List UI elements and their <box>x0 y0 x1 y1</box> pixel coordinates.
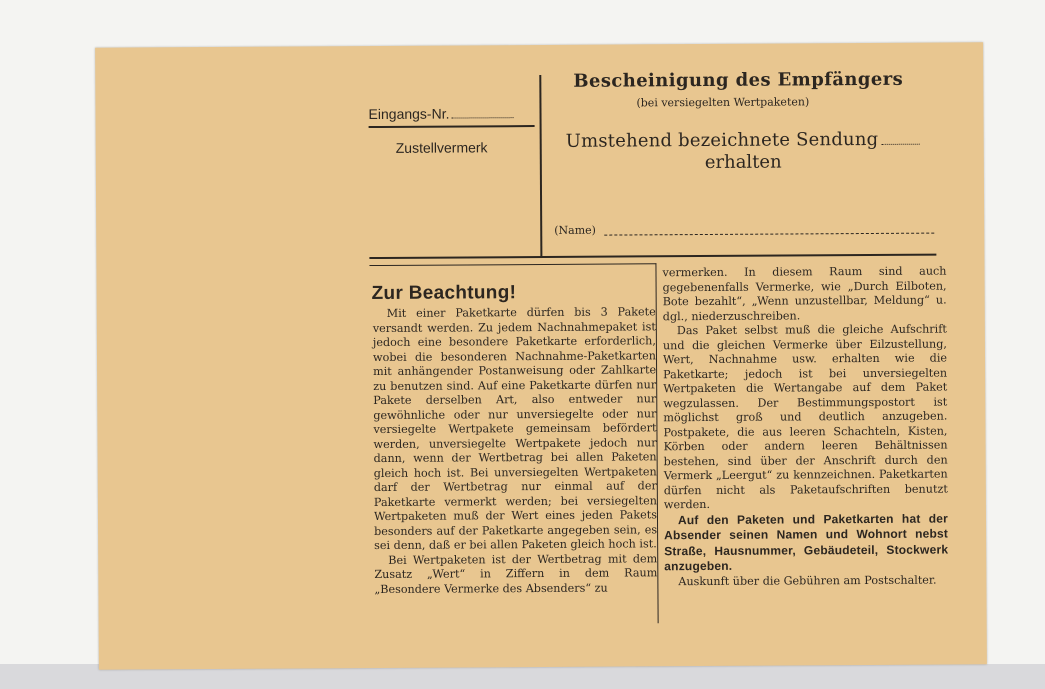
shipment-dotted-line <box>881 144 919 145</box>
parcel-card <box>95 42 987 669</box>
name-signature-line <box>604 233 934 236</box>
notice-paragraph: vermerken. In diesem Raum sind auch gegebenenfalls Vermerke, wie „Durch Eilboten, Bote bezahlt“, „Wenn unzustellbar, Meldung“ u. dgl., niederzuschreiben. <box>662 264 947 323</box>
recipient-certificate-subtitle: (bei versiegelten Wertpaketen) <box>636 95 810 110</box>
notice-heading: Zur Beachtung! <box>371 282 517 305</box>
section-divider-thin <box>369 263 656 266</box>
section-divider-horizontal <box>369 254 936 259</box>
shipment-received-line <box>566 129 920 152</box>
eingang-rule <box>369 125 535 128</box>
eingang-field <box>368 105 513 122</box>
shipment-received-text: Umstehend bezeichnete Sendung <box>565 128 879 152</box>
notice-right-column <box>662 265 948 590</box>
received-text: erhalten <box>704 151 782 173</box>
eingang-label: Eingangs-Nr. <box>368 105 450 123</box>
notice-paragraph: Bei Wertpaketen ist der Wertbetrag mit dem Zusatz „Wert“ in Ziffern in dem Raum „Besondere Vermerke des Absenders“ zu <box>374 551 658 596</box>
name-label: (Name) <box>554 223 596 237</box>
recipient-certificate-title: Bescheinigung des Empfängers <box>573 68 904 92</box>
zustellvermerk-label: Zustellvermerk <box>395 139 488 156</box>
notice-paragraph: Mit einer Paketkarte dürfen bis 3 Pakete versandt werden. Zu jedem Nachnahmepaket ist jedoch eine besondere Paketkarte erforderlich, wobei die besonderen Nachnahme-Paketkarten mit anhängender Postanweisung oder Zahlkarte zu benutzen sind. Auf eine Paketkarte dürfen nur Pakete derselben Art, also entweder nur gewöhnliche oder nur unversiegelte oder nur versiegelte Wertpakete gemeinsam befördert werden, unversiegelte Wertpakete jedoch nur dann, wenn der Wertbetrag bei allen Paketen gleich hoch ist. Bei unversiegelten Wertpaketen darf der Wertbetrag nur einmal auf der Paketkarte vermerkt werden; bei versiegelten Wertpaketen muß der Wert eines jeden Pakets besonders auf der Paketkarte angegeben sein, es sei denn, daß er bei allen Paketen gleich hoch ist. <box>372 305 658 553</box>
eingang-dotted-line <box>451 117 513 118</box>
notice-bold-paragraph: Auf den Paketen und Paketkarten hat der Absender seinen Namen und Wohnort nebst Straße, Hausnummer, Gebäudeteil, Stockwerk anzugeben. <box>664 511 949 574</box>
notice-paragraph: Auskunft über die Gebühren am Postschalter. <box>678 573 937 588</box>
notice-paragraph: Das Paket selbst muß die gleiche Aufschrift und die gleichen Vermerke über Eilzustellung, Wert, Nachnahme usw. erhalten wie die Paketkarte; jedoch ist bei unversiegelten Wertpaketen die Wertangabe auf dem Paket wegzulassen. Der Bestimmungspostort ist möglichst groß und deutlich anzugeben. Postpakete, die aus leeren Schachteln, Kisten, Körben oder andern leeren Behältnissen bestehen, sind über der Anschrift durch den Vermerk „Leergut“ zu kennzeichnen. Paketkarten dürfen nicht als Paketaufschriften benutzt werden. <box>662 322 948 512</box>
header-divider-vertical <box>539 75 542 257</box>
notice-left-column <box>373 305 658 597</box>
